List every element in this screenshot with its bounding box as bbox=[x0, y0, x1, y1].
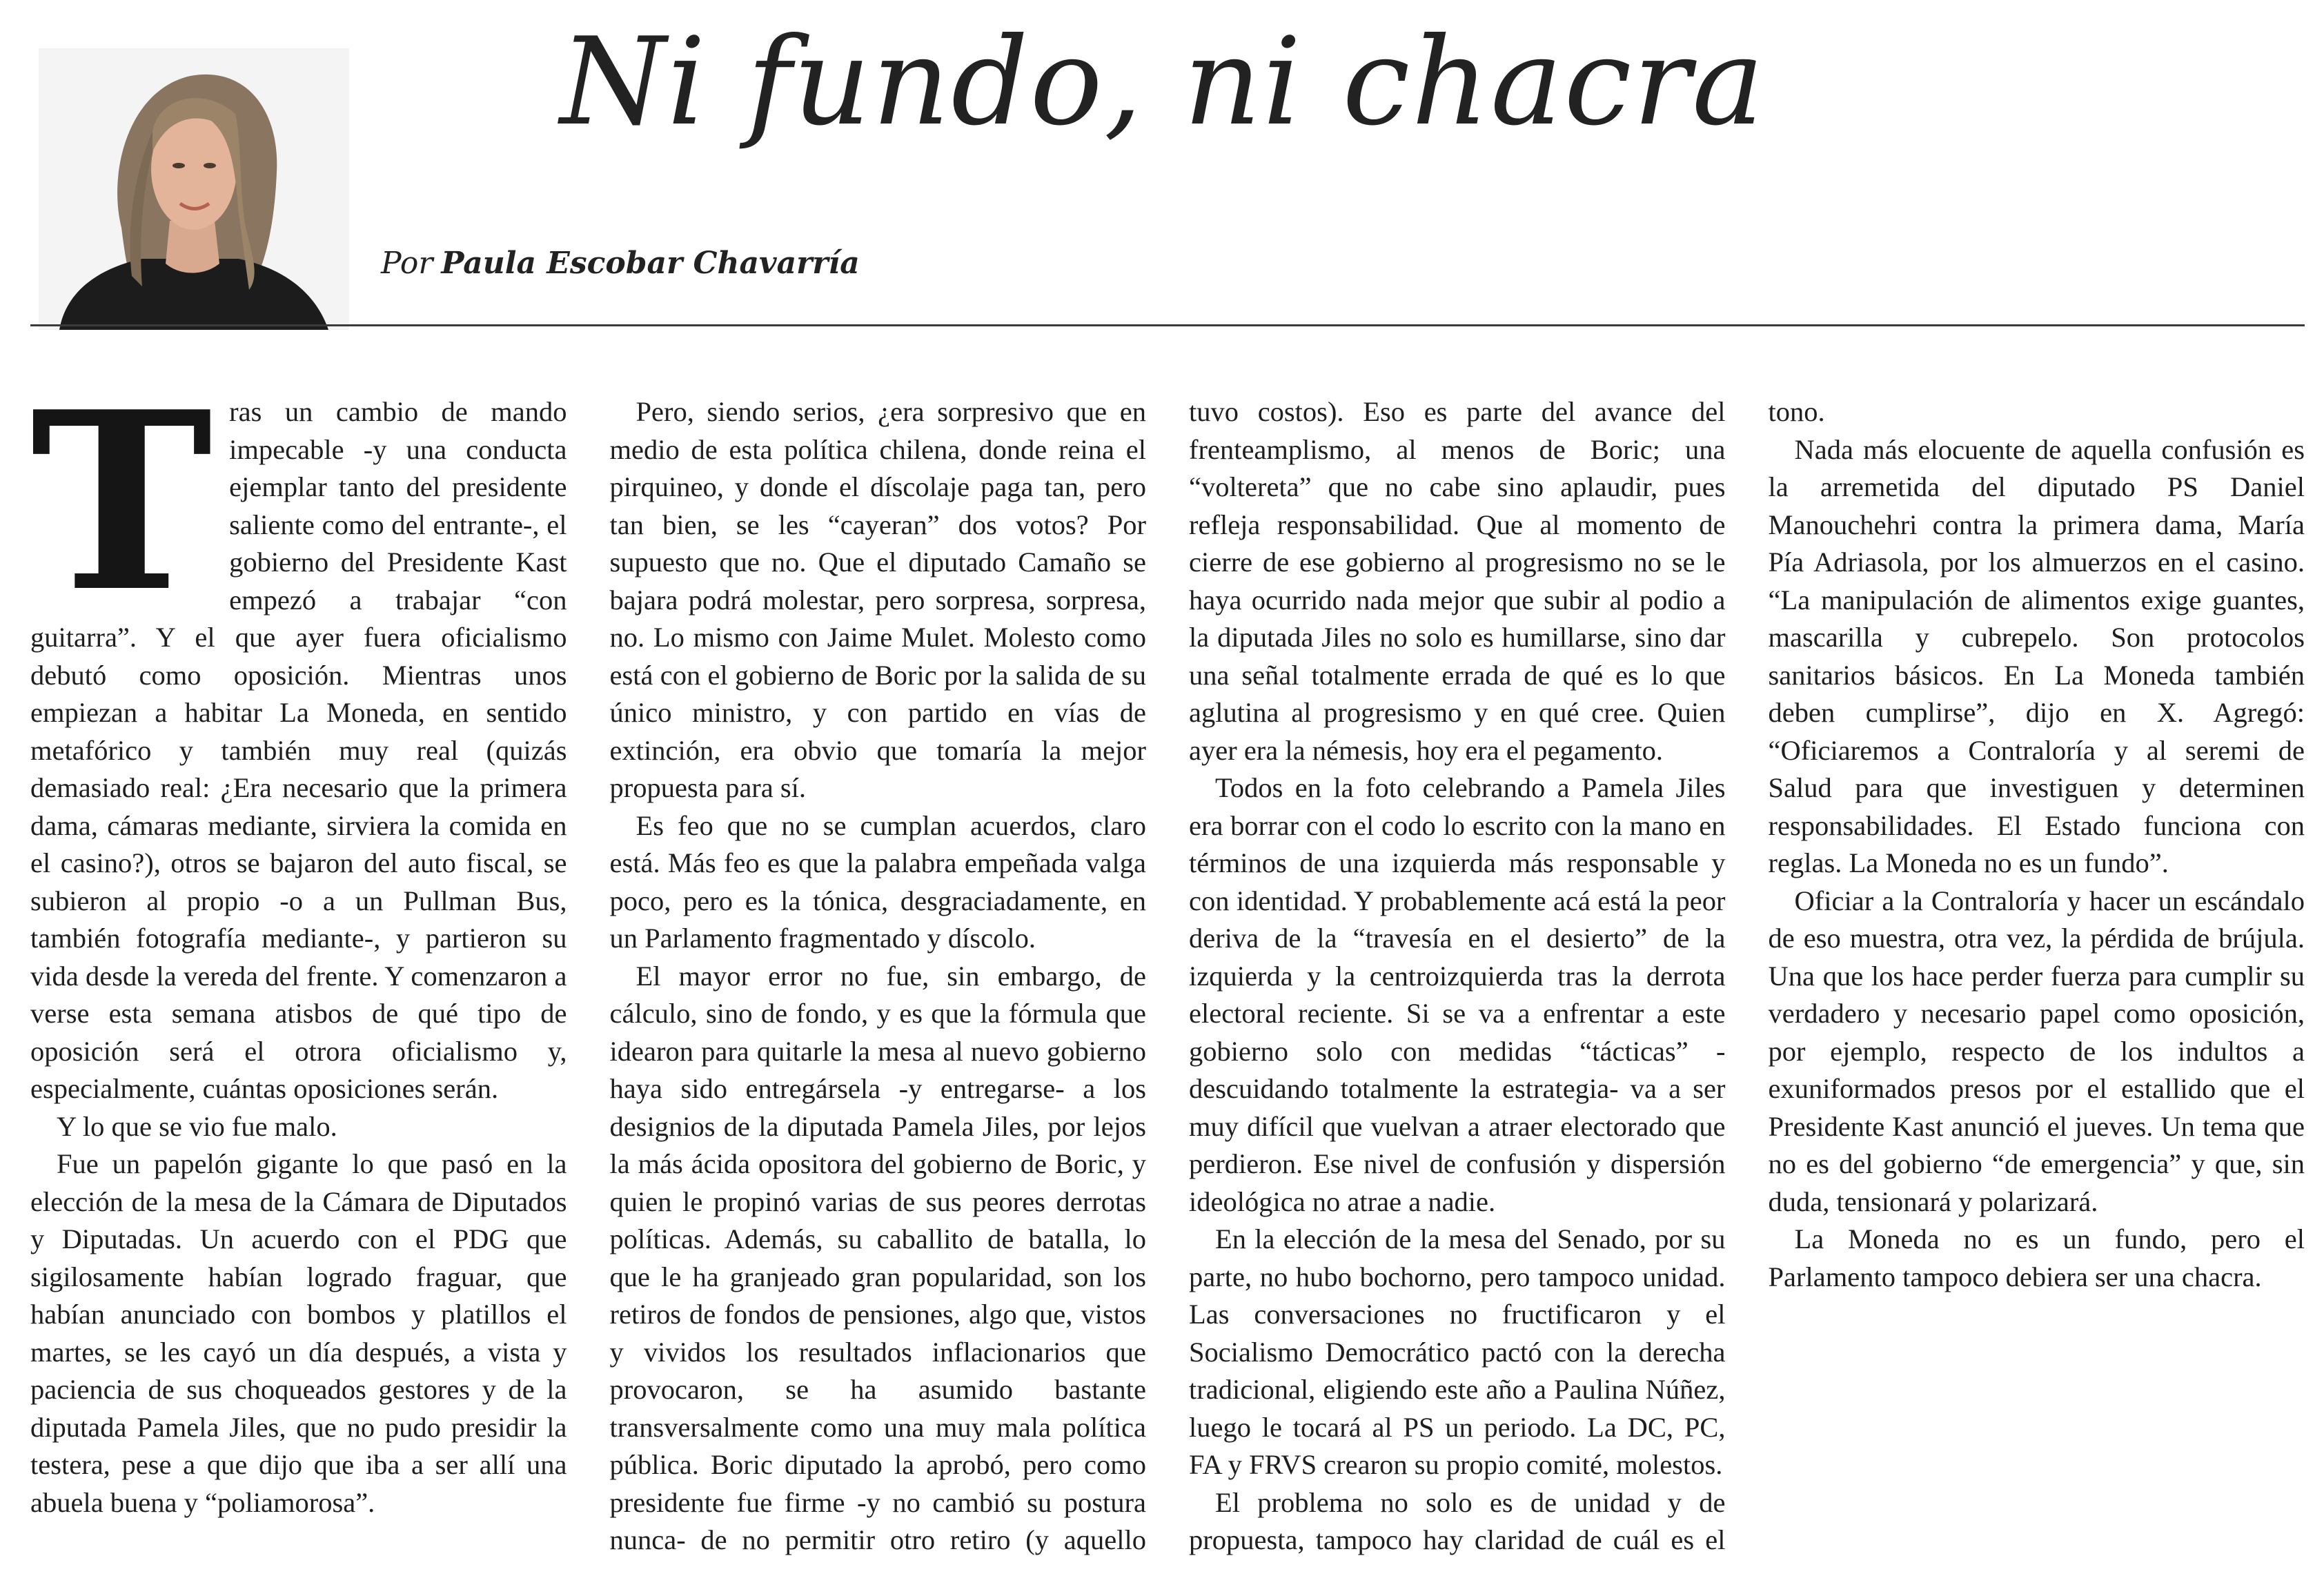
paragraph: Y lo que se vio fue malo. bbox=[57, 1110, 337, 1142]
byline bbox=[381, 243, 860, 284]
paragraph: Es feo que no se cumplan acuerdos, claro está. Más feo es que la palabra empeñada valga poco, pero es la tónica, desgraciadamente, en un Parlamento fragmentado y díscolo. bbox=[609, 809, 1146, 954]
paragraph bbox=[30, 358, 567, 1108]
headline: Ni fundo, ni chacra bbox=[560, 12, 1766, 152]
paragraph: En la elección de la mesa del Senado, por su parte, no hubo bochorno, pero tampoco unidad. Las conversaciones no fructificaron y el Socialismo Democrático pactó con la derecha tradicional, eligiendo este año a Paulina Núñez, luego le tocará al PS un periodo. La DC, PC, FA y FRVS crearon su propio comité, molestos. bbox=[1189, 1223, 1726, 1480]
article-body bbox=[30, 358, 2305, 1573]
paragraph: Pero, siendo serios, ¿era sorpresivo que en medio de esta política chilena, donde reina el pirquineo, y donde el díscolaje paga tan, pero tan bien, se les “cayeran” dos votos? Por supuesto que no. Que el diputado Camaño se bajara podrá molestar, pero sorpresa, sorpresa, no. Lo mismo con Jaime Mulet. Molesto como está con el gobierno de Boric por la salida de su único ministro, y con partido en vías de extinción, era obvio que tomaría la mejor propuesta para sí. bbox=[609, 396, 1146, 803]
paragraph: Nada más elocuente de aquella confusión es la arremetida del diputado PS Daniel Manouchehri contra la primera dama, María Pía Adriasola, por los almuerzos en el casino. “La manipulación de alimentos exige guantes, mascarilla y cubrepelo. Son protocolos sanitarios básicos. En La Moneda también deben cumplirse”, dijo en X. Agregó: “Oficiaremos a Contraloría y al seremi de Salud para que investiguen y determinen responsabilidades. El Estado funciona con reglas. La Moneda no es un fundo”. bbox=[1768, 433, 2305, 878]
author-name: Paula Escobar Chavarría bbox=[441, 246, 860, 281]
paragraph: El mayor error no fue, sin embargo, de cálculo, sino de fondo, y es que la fórmula que idearon para quitarle la mesa al nuevo gobierno haya sido entregársela -y entregarse- a los designios de la diputada Pamela Jiles, por lejos la más ácida opositora del gobierno de Boric, y quien le propinó varias de sus peores derrotas políticas. Además, su caballito de batalla, lo que le ha granjeado gran popularidad, son los retiros de fondos de pensiones, algo que, vistos y vividos los resultados inflacionarios que provocaron, se ha asumido bastante transversalmente como una muy mala política pública. Boric diputado la aprobó, pero como presidente fue firme -y no cambió su postura nunca- de no permitir otro retiro (y aquello tuvo costos). Eso es parte del avance del frenteamplismo, al menos de Boric; una “voltereta” que no cabe sino aplaudir, pues refleja responsabilidad. Que al momento de cierre de ese gobierno al progresismo no se le haya ocurrido nada mejor que subir al podio a la diputada Jiles no solo es humillarse, sino dar una señal totalmente errada de qué es lo que aglutina al progresismo y en qué cree. Quien ayer era la némesis, hoy era el pegamento. bbox=[609, 396, 1726, 1555]
paragraph-text: ras un cambio de mando impecable -y una conducta ejemplar tanto del presidente saliente como del entrante-, el gobierno del Presidente Kast empezó a trabajar “con guitarra”. Y el que ayer fuera oficialismo debutó como oposición. Mientras unos empiezan a habitar La Moneda, en sentido metafórico y también muy real (quizás demasiado real: ¿Era necesario que la primera dama, cámaras mediante, sirviera la comida en el casino?), otros se bajaron del auto fiscal, se subieron al propio -o a un Pullman Bus, también fotografía mediante-, y partieron su vida desde la vereda del frente. Y comenzaron a verse esta semana atisbos de qué tipo de oposición será el otrora oficialismo y, especialmente, cuántas oposiciones serán. bbox=[30, 396, 567, 1104]
paragraph: La Moneda no es un fundo, pero el Parlamento tampoco debiera ser una chacra. bbox=[1768, 1223, 2305, 1292]
header-divider bbox=[30, 324, 2305, 326]
paragraph: Oficiar a la Contraloría y hacer un escándalo de eso muestra, otra vez, la pérdida de brújula. Una que los hace perder fuerza para cumplir su verdadero y necesario papel como oposición, por ejemplo, respecto de los indultos a exuniformados presos por el estallido que el Presidente Kast anunció el jueves. Un tema que no es del gobierno “de emergencia” y que, sin duda, tensionará y polarizará. bbox=[1768, 885, 2305, 1217]
author-photo bbox=[39, 48, 349, 330]
byline-prefix: Por bbox=[381, 246, 433, 281]
drop-cap: T bbox=[30, 358, 213, 646]
paragraph: Fue un papelón gigante lo que pasó en la elección de la mesa de la Cámara de Diputados y Diputadas. Un acuerdo con el PDG que sigilosamente habían logrado fraguar, que habían anunciado con bombos y platillos el martes, se les cayó un día después, a vista y paciencia de sus choqueados gestores y de la diputada Pamela Jiles, que no pudo presidir la testera, pese a que dijo que iba a ser allí una abuela buena y “poliamorosa”. bbox=[30, 1148, 567, 1518]
paragraph: Todos en la foto celebrando a Pamela Jiles era borrar con el codo lo escrito con la mano en términos de una izquierda más responsable y con identidad. Y probablemente acá está la peor deriva de la “travesía en el desierto” de la izquierda y la centroizquierda tras la derrota electoral reciente. Si se va a enfrentar a este gobierno solo con medidas “tácticas” -descuidando totalmente la estrategia- va a ser muy difícil que vuelvan a atraer electorado que perdieron. Ese nivel de confusión y dispersión ideológica no atrae a nadie. bbox=[1189, 772, 1726, 1217]
paragraph: El problema no solo es de unidad y de propuesta, tampoco hay claridad de cuál es el tono. bbox=[1189, 396, 1825, 1555]
